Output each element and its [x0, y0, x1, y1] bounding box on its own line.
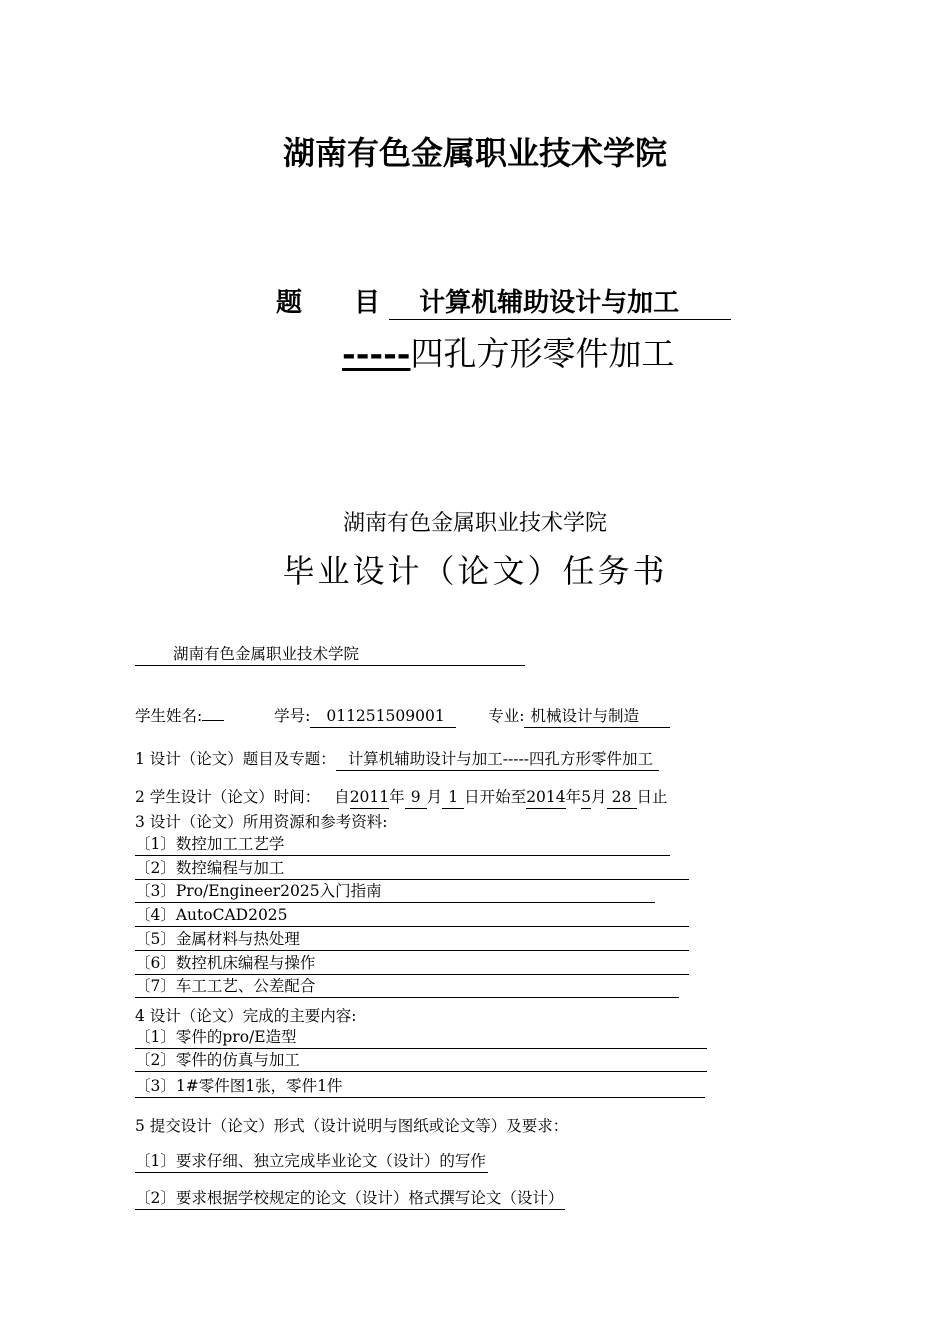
end-month: 5	[581, 787, 591, 809]
q4-label: 4 设计（论文）完成的主要内容:	[135, 1007, 357, 1025]
topic-line	[276, 282, 731, 320]
major-field: 机械设计与制造	[524, 706, 670, 728]
q3-item: 〔1〕数控加工工艺学	[135, 834, 670, 856]
q3-item: 〔7〕车工工艺、公差配合	[135, 976, 679, 998]
q4-item: 〔2〕零件的仿真与加工	[135, 1050, 707, 1072]
task-book-title: 毕业设计（论文）任务书	[282, 552, 668, 590]
name-field	[202, 719, 224, 721]
q5-item: 〔2〕要求根据学校规定的论文（设计）格式撰写论文（设计）	[135, 1188, 565, 1210]
q2-from: 自	[334, 788, 350, 806]
start-suffix: 日开始至	[464, 788, 527, 806]
id-field: 011251509001	[310, 706, 456, 728]
start-month: 9	[405, 787, 427, 809]
q3-item: 〔6〕数控机床编程与操作	[135, 953, 689, 975]
start-day: 1	[442, 787, 464, 809]
q5-item: 〔1〕要求仔细、独立完成毕业论文（设计）的写作	[135, 1151, 488, 1173]
id-label: 学号:	[274, 707, 311, 725]
q5-label: 5 提交设计（论文）形式（设计说明与图纸或论文等）及要求：	[135, 1117, 569, 1135]
school-title: 湖南有色金属职业技术学院	[282, 134, 667, 172]
q1-row	[135, 747, 659, 771]
end-year: 2014	[526, 787, 565, 809]
q3-item: 〔4〕AutoCAD2025	[135, 905, 689, 927]
major-label: 专业:	[488, 707, 525, 725]
q2-label: 2 学生设计（论文）时间：	[135, 788, 321, 806]
end-month-char: 月	[591, 788, 607, 806]
topic-sub-dashes: -----	[342, 334, 411, 373]
q4-item: 〔3〕1#零件图1张，零件1件	[135, 1076, 705, 1098]
q4-item: 〔1〕零件的pro/E造型	[135, 1027, 707, 1049]
student-info-row	[135, 704, 670, 728]
q3-item: 〔5〕金属材料与热处理	[135, 929, 689, 951]
q3-item: 〔3〕Pro/Engineer2025入门指南	[135, 881, 655, 903]
topic-sub: 四孔方形零件加工	[410, 334, 675, 373]
q1-label: 1 设计（论文）题目及专题：	[135, 750, 336, 768]
end-suffix: 日止	[636, 788, 668, 806]
topic-main: 计算机辅助设计与加工	[389, 288, 731, 320]
q3-label: 3 设计（论文）所用资源和参考资料:	[135, 813, 388, 831]
q1-value: 计算机辅助设计与加工-----四孔方形零件加工	[336, 749, 659, 771]
start-year: 2011	[350, 787, 389, 809]
start-month-char: 月	[426, 788, 443, 806]
topic-sub-line	[342, 328, 674, 375]
end-year-char: 年	[565, 788, 582, 806]
start-year-char: 年	[389, 788, 405, 806]
q2-row	[135, 785, 668, 809]
school-line-value: 湖南有色金属职业技术学院	[135, 644, 525, 666]
end-day: 28	[607, 787, 637, 809]
task-book-school: 湖南有色金属职业技术学院	[342, 511, 607, 536]
name-label: 学生姓名:	[135, 707, 203, 725]
q3-item: 〔2〕数控编程与加工	[135, 858, 689, 880]
school-line	[135, 644, 525, 666]
topic-label: 题 目	[276, 288, 381, 318]
